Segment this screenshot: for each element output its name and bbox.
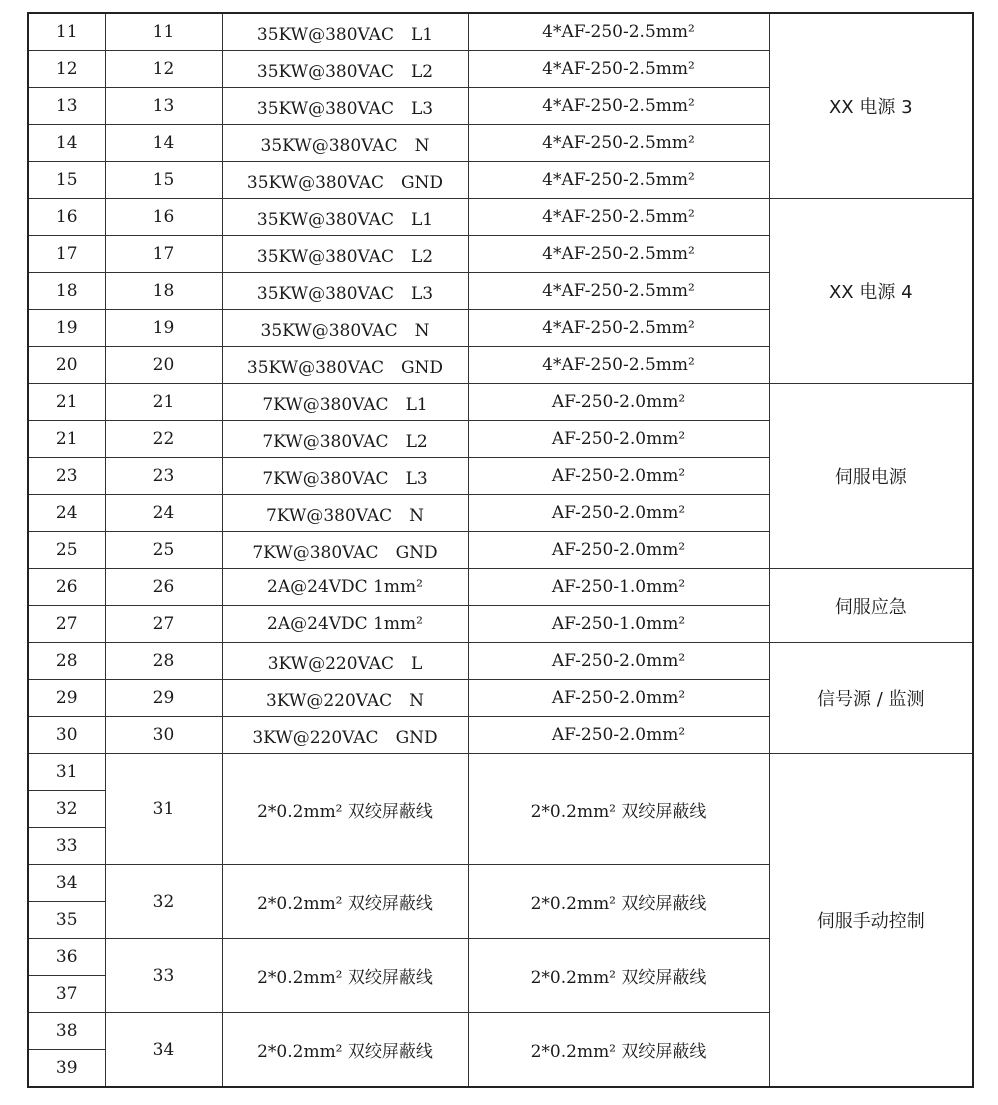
cable-spec: 2*0.2mm² 双绞屏蔽线 [468,939,769,1013]
pin-a: 24 [28,495,105,532]
power-spec: 35KW@380VAC L2 [222,51,468,88]
pin-b: 11 [105,13,222,51]
pin-a: 29 [28,680,105,717]
cable-spec: AF-250-2.0mm² [468,458,769,495]
cable-spec: AF-250-2.0mm² [468,421,769,458]
pin-b: 20 [105,347,222,384]
pin-a: 21 [28,384,105,421]
power-spec: 2A@24VDC 1mm² [222,606,468,643]
power-spec: 35KW@380VAC L3 [222,273,468,310]
pin-a: 14 [28,125,105,162]
cable-spec: 4*AF-250-2.5mm² [468,273,769,310]
pin-a: 30 [28,717,105,754]
pin-b: 32 [105,865,222,939]
pin-a: 39 [28,1050,105,1088]
pin-b: 15 [105,162,222,199]
pin-a: 17 [28,236,105,273]
cable-spec: 4*AF-250-2.5mm² [468,236,769,273]
power-spec: 2*0.2mm² 双绞屏蔽线 [222,1013,468,1088]
power-spec: 3KW@220VAC L [222,643,468,680]
cable-spec: 2*0.2mm² 双绞屏蔽线 [468,1013,769,1088]
table-row [28,13,973,51]
power-spec: 35KW@380VAC N [222,125,468,162]
cable-spec: AF-250-2.0mm² [468,643,769,680]
group-label: 伺服应急 [769,569,973,643]
cable-spec: 4*AF-250-2.5mm² [468,125,769,162]
pin-a: 31 [28,754,105,791]
power-spec: 3KW@220VAC GND [222,717,468,754]
pin-a: 35 [28,902,105,939]
pin-a: 34 [28,865,105,902]
power-spec: 35KW@380VAC GND [222,347,468,384]
pin-a: 28 [28,643,105,680]
group-label: 伺服手动控制 [769,754,973,1088]
pin-a: 18 [28,273,105,310]
pin-a: 21 [28,421,105,458]
wiring-table [27,12,974,1088]
table-row [28,643,973,680]
cable-spec: 4*AF-250-2.5mm² [468,199,769,236]
power-spec: 35KW@380VAC L1 [222,13,468,51]
pin-a: 20 [28,347,105,384]
cable-spec: AF-250-2.0mm² [468,680,769,717]
cable-spec: AF-250-2.0mm² [468,717,769,754]
power-spec: 2*0.2mm² 双绞屏蔽线 [222,754,468,865]
pin-b: 21 [105,384,222,421]
power-spec: 35KW@380VAC N [222,310,468,347]
pin-b: 28 [105,643,222,680]
group-label: XX 电源 3 [769,13,973,199]
group-label: 伺服电源 [769,384,973,569]
power-spec: 3KW@220VAC N [222,680,468,717]
cable-spec: 2*0.2mm² 双绞屏蔽线 [468,865,769,939]
table-row [28,754,973,791]
cable-spec: 4*AF-250-2.5mm² [468,88,769,125]
cable-spec: 2*0.2mm² 双绞屏蔽线 [468,754,769,865]
pin-a: 19 [28,310,105,347]
pin-b: 18 [105,273,222,310]
pin-b: 14 [105,125,222,162]
pin-a: 27 [28,606,105,643]
cable-spec: 4*AF-250-2.5mm² [468,310,769,347]
power-spec: 7KW@380VAC L2 [222,421,468,458]
pin-a: 38 [28,1013,105,1050]
pin-a: 11 [28,13,105,51]
pin-a: 25 [28,532,105,569]
group-label: XX 电源 4 [769,199,973,384]
pin-a: 32 [28,791,105,828]
pin-b: 31 [105,754,222,865]
power-spec: 35KW@380VAC L1 [222,199,468,236]
pin-b: 25 [105,532,222,569]
pin-b: 17 [105,236,222,273]
cable-spec: 4*AF-250-2.5mm² [468,51,769,88]
pin-b: 34 [105,1013,222,1088]
power-spec: 35KW@380VAC L3 [222,88,468,125]
pin-b: 30 [105,717,222,754]
power-spec: 35KW@380VAC GND [222,162,468,199]
cable-spec: 4*AF-250-2.5mm² [468,162,769,199]
cable-spec: 4*AF-250-2.5mm² [468,13,769,51]
pin-b: 27 [105,606,222,643]
pin-b: 23 [105,458,222,495]
pin-b: 24 [105,495,222,532]
table-row [28,199,973,236]
power-spec: 7KW@380VAC GND [222,532,468,569]
power-spec: 2*0.2mm² 双绞屏蔽线 [222,939,468,1013]
pin-b: 22 [105,421,222,458]
pin-b: 13 [105,88,222,125]
pin-a: 12 [28,51,105,88]
power-spec: 7KW@380VAC L3 [222,458,468,495]
cable-spec: AF-250-1.0mm² [468,606,769,643]
wiring-table-body [28,13,973,1087]
pin-b: 26 [105,569,222,606]
cable-spec: AF-250-2.0mm² [468,495,769,532]
pin-b: 29 [105,680,222,717]
pin-b: 16 [105,199,222,236]
pin-a: 36 [28,939,105,976]
cable-spec: AF-250-2.0mm² [468,384,769,421]
table-row [28,569,973,606]
pin-a: 33 [28,828,105,865]
pin-a: 37 [28,976,105,1013]
pin-a: 16 [28,199,105,236]
cable-spec: AF-250-1.0mm² [468,569,769,606]
pin-b: 19 [105,310,222,347]
pin-a: 23 [28,458,105,495]
pin-b: 12 [105,51,222,88]
power-spec: 7KW@380VAC N [222,495,468,532]
cable-spec: AF-250-2.0mm² [468,532,769,569]
power-spec: 35KW@380VAC L2 [222,236,468,273]
pin-b: 33 [105,939,222,1013]
pin-a: 13 [28,88,105,125]
table-row [28,384,973,421]
group-label: 信号源 / 监测 [769,643,973,754]
power-spec: 2A@24VDC 1mm² [222,569,468,606]
pin-a: 15 [28,162,105,199]
cable-spec: 4*AF-250-2.5mm² [468,347,769,384]
pin-a: 26 [28,569,105,606]
power-spec: 2*0.2mm² 双绞屏蔽线 [222,865,468,939]
power-spec: 7KW@380VAC L1 [222,384,468,421]
